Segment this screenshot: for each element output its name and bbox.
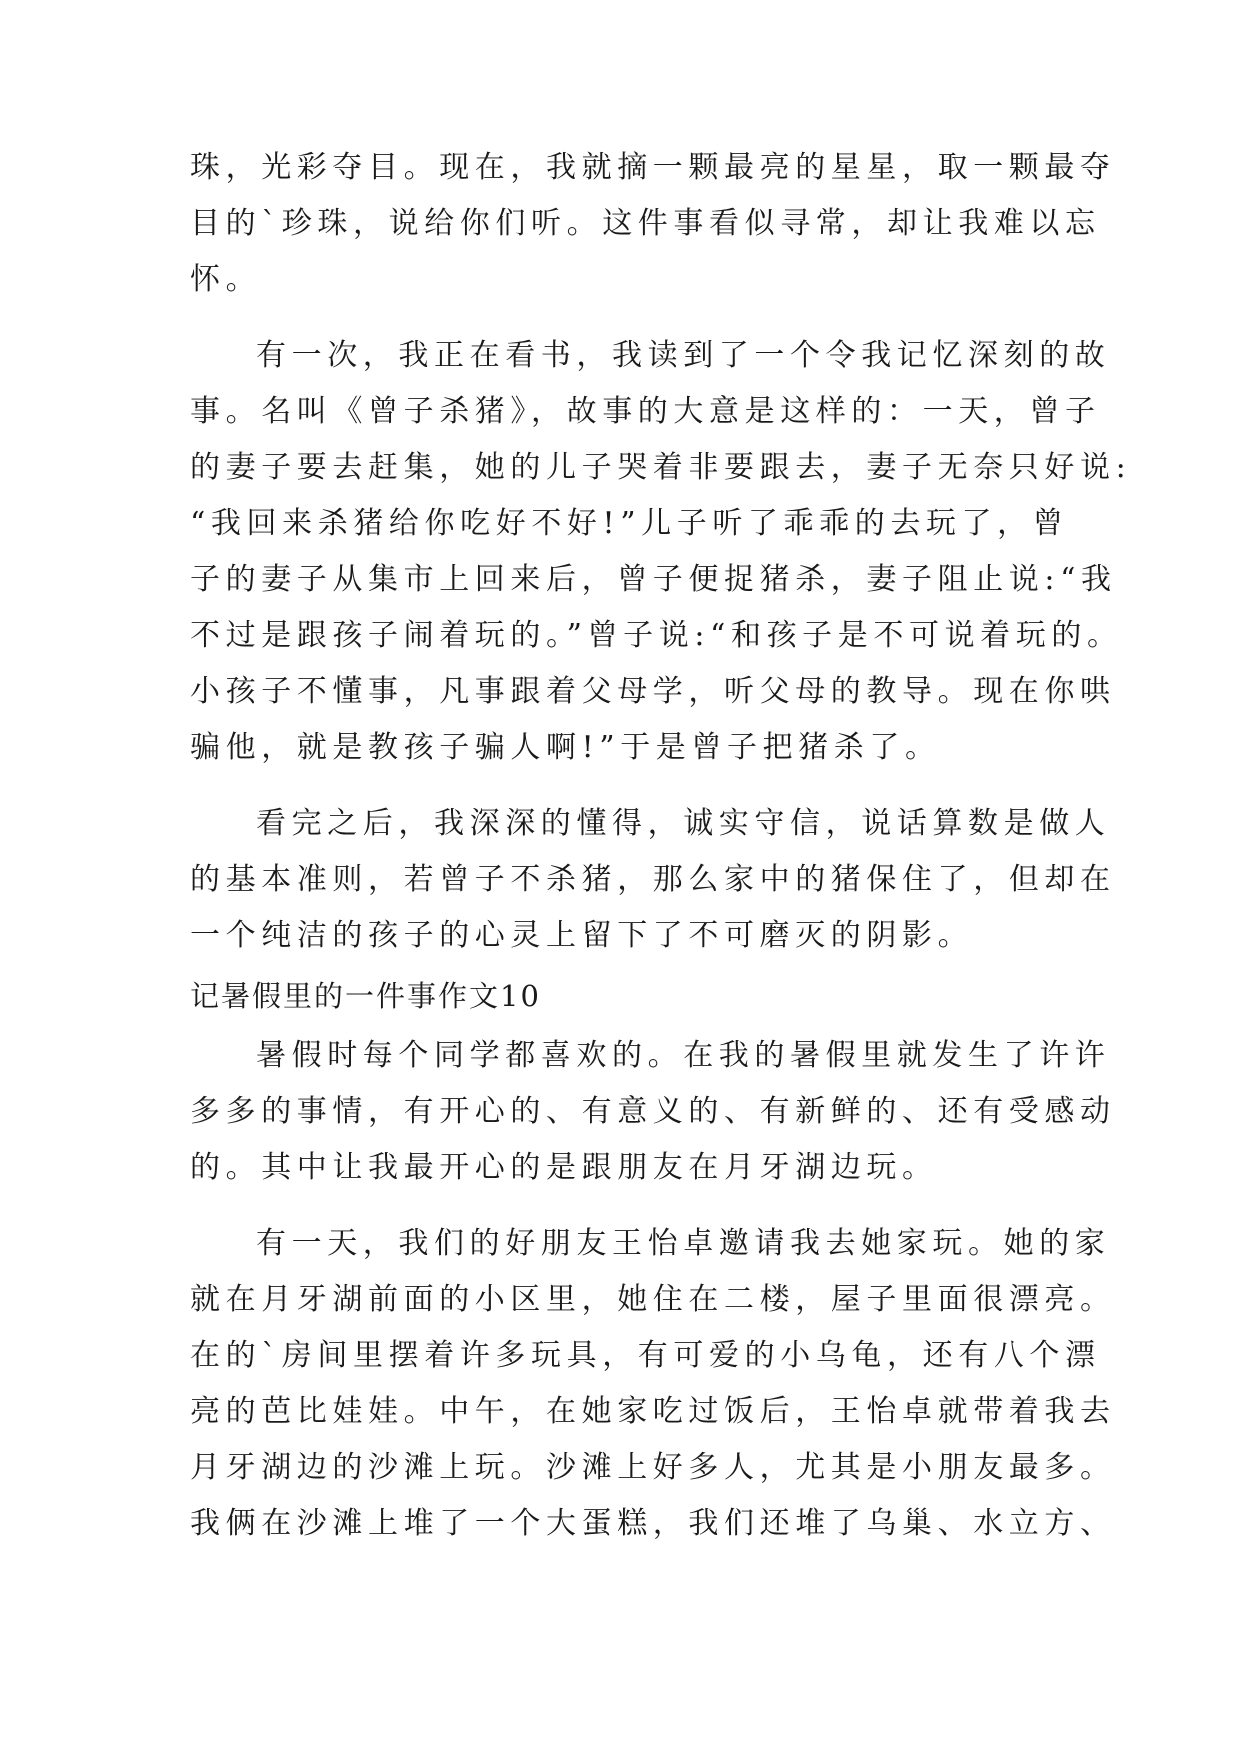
text-line: 有一天，我们的好朋友王怡卓邀请我去她家玩。她的家 [256, 1226, 1111, 1261]
text-line: 暑假时每个同学都喜欢的。在我的暑假里就发生了许许 [256, 1038, 1111, 1073]
text-line: 子的妻子从集市上回来后，曾子便捉猪杀，妻子阻止说:“我 [190, 562, 1117, 597]
text-line: 亮的芭比娃娃。中午，在她家吃过饭后，王怡卓就带着我去 [190, 1394, 1116, 1429]
text-line: 多多的事情，有开心的、有意义的、有新鲜的、还有受感动 [190, 1094, 1116, 1129]
text-line: 的基本准则，若曾子不杀猪，那么家中的猪保住了，但却在 [190, 862, 1116, 897]
text-line: 事。名叫《曾子杀猪》，故事的大意是这样的：一天，曾子 [190, 394, 1101, 429]
text-line: 一个纯洁的孩子的心灵上留下了不可磨灭的阴影。 [190, 918, 974, 953]
text-line: 月牙湖边的沙滩上玩。沙滩上好多人，尤其是小朋友最多。 [190, 1450, 1116, 1485]
text-line: “我回来杀猪给你吃好不好!”儿子听了乖乖的去玩了，曾 [190, 506, 1069, 541]
text-line: 看完之后，我深深的懂得，诚实守信，说话算数是做人 [256, 806, 1111, 841]
text-line: 骗他，就是教孩子骗人啊!”于是曾子把猪杀了。 [190, 730, 941, 765]
text-line: 我俩在沙滩上堆了一个大蛋糕，我们还堆了乌巢、水立方、 [190, 1506, 1116, 1541]
section-heading: 记暑假里的一件事作文10 [190, 979, 541, 1013]
text-line: 的。其中让我最开心的是跟朋友在月牙湖边玩。 [190, 1150, 938, 1185]
text-line: 有一次，我正在看书，我读到了一个令我记忆深刻的故 [256, 338, 1111, 373]
text-line: 在的`房间里摆着许多玩具，有可爱的小乌龟，还有八个漂 [190, 1338, 1101, 1373]
text-line: 就在月牙湖前面的小区里，她住在二楼，屋子里面很漂亮。 [190, 1282, 1116, 1317]
text-line: 小孩子不懂事，凡事跟着父母学，听父母的教导。现在你哄 [190, 674, 1116, 709]
text-line: 的妻子要去赶集，她的儿子哭着非要跟去，妻子无奈只好说: [190, 450, 1132, 485]
text-line: 珠，光彩夺目。现在，我就摘一颗最亮的星星，取一颗最夺 [190, 150, 1116, 185]
text-line: 不过是跟孩子闹着玩的。”曾子说:“和孩子是不可说着玩的。 [190, 618, 1123, 653]
text-line: 怀。 [190, 262, 262, 297]
text-line: 目的`珍珠，说给你们听。这件事看似寻常，却让我难以忘 [190, 206, 1101, 241]
